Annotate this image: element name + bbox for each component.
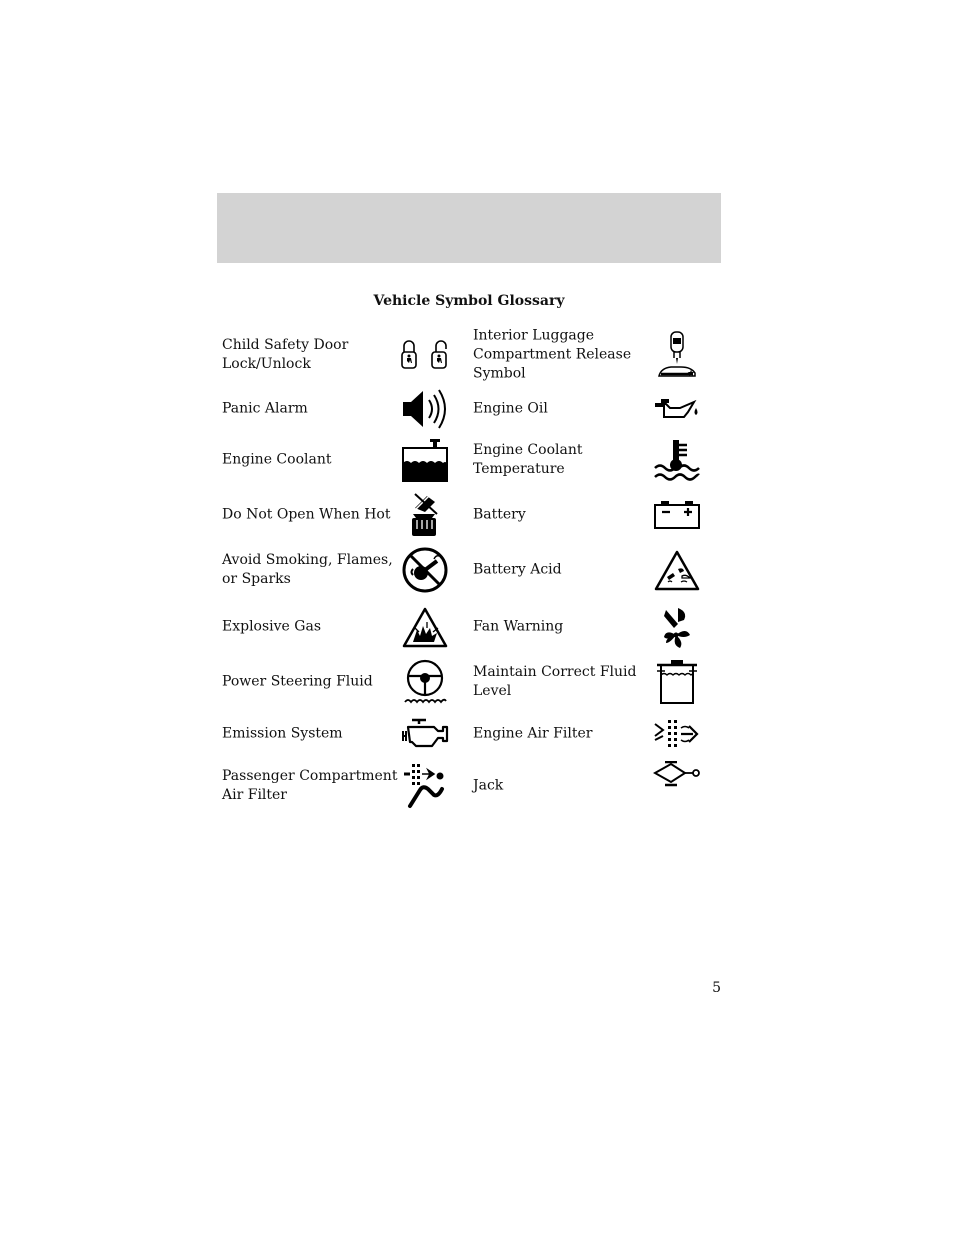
fan-warning-icon [660,604,694,650]
symbol-label: Jack [473,777,504,794]
battery-acid-icon [653,549,701,591]
svg-text:★: ★ [687,369,696,379]
trunk-release-icon [655,330,699,380]
symbol-label: Do Not Open When Hot [222,506,391,523]
explosive-gas-icon [401,606,449,648]
page-number: 5 [712,980,721,996]
symbol-label: Emission System [222,725,343,742]
emission-system-icon [400,717,450,751]
symbol-label: Battery [473,506,526,523]
cabin-air-filter-icon [402,762,448,810]
symbol-label: Engine Coolant Temperature [473,442,583,477]
jack-icon [653,761,701,787]
symbol-label: Engine Oil [473,400,548,417]
symbol-label: Power Steering Fluid [222,673,373,690]
do-not-open-hot-icon [409,492,441,538]
symbol-label: Maintain Correct Fluid Level [473,664,637,699]
symbol-label: Panic Alarm [222,400,308,417]
symbol-label: Passenger Compartment Air Filter [222,768,398,803]
symbol-label: Battery Acid [473,561,562,578]
symbol-label: Interior Luggage Compartment Release Symbol [473,327,632,382]
engine-oil-icon [653,396,701,422]
engine-coolant-icon [401,437,449,483]
fluid-level-icon [655,659,699,705]
header-band [217,193,721,263]
symbol-label: Fan Warning [473,618,564,635]
engine-air-filter-icon [653,718,701,750]
symbol-label: Avoid Smoking, Flames, or Sparks [222,552,393,587]
symbol-label: Explosive Gas [222,618,322,635]
panic-alarm-icon [401,388,449,430]
child-safety-lock-icon [399,338,451,372]
symbol-label: Engine Coolant [222,451,332,468]
battery-icon [653,500,701,530]
no-smoking-icon [401,546,449,594]
symbol-label: Engine Air Filter [473,725,593,742]
power-steering-icon [401,658,449,706]
page-title: Vehicle Symbol Glossary [373,293,565,309]
coolant-temperature-icon [653,438,701,482]
symbol-label: Child Safety Door Lock/Unlock [222,337,349,372]
